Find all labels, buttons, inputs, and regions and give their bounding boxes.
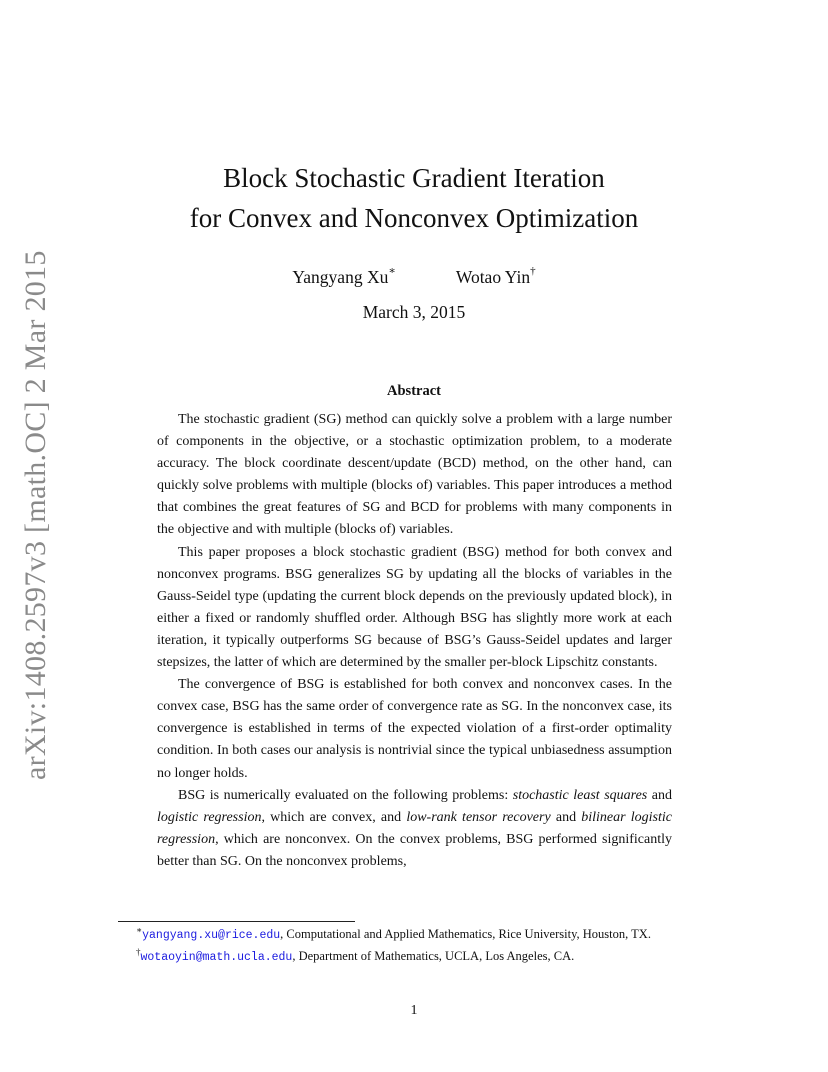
author-name: Yangyang Xu [292,266,389,287]
problem-name: low-rank tensor recovery [406,809,551,825]
author-list [100,261,728,289]
email-link[interactable]: wotaoyin@math.ucla.edu [140,951,293,964]
abstract-paragraph [157,785,672,873]
arxiv-stamp: arXiv:1408.2597v3 [math.OC] 2 Mar 2015 [19,250,52,780]
problem-name: stochastic least squares [512,787,648,803]
abstract-heading: Abstract [387,383,441,399]
abstract-body [157,409,672,873]
text-run: , which are nonconvex. On the convex problems, BSG performed significantly better than SG. On the nonconvex problems, [157,831,672,869]
paper-date: March 3, 2015 [362,302,466,322]
footnote-mark: ∗ [136,925,143,935]
footnote-text: , Department of Mathematics, UCLA, Los Angeles, CA. [292,949,575,963]
author-yin [456,261,536,289]
text-run: BSG is numerically evaluated on the following problems: [178,787,513,803]
author-xu [292,261,395,289]
text-run: and [647,787,672,803]
paper-title [100,158,728,238]
footnote-rule [118,921,355,922]
footnote [118,946,712,968]
footnote-mark: † [136,947,141,957]
abstract-paragraph: The stochastic gradient (SG) method can quickly solve a problem with a large number of components in the objective, or a stochastic optimization problem, to a moderate accuracy. The block coordinate descent/update (BCD) method, on the other hand, can quickly solve problems with multiple (blocks of) variables. This paper introduces a method that combines the great features of SG and BCD for problems with many components in the objective and with multiple (blocks of) variables. [157,412,672,538]
email-link[interactable]: yangyang.xu@rice.edu [142,929,281,942]
text-run: and [550,809,582,825]
title-line-2: for Convex and Nonconvex Optimization [189,203,639,233]
abstract-paragraph: This paper proposes a block stochastic gradient (BSG) method for both convex and nonconvex programs. BSG generalizes SG by updating all the blocks of variables in the Gauss-Seidel type (updating the current block depends on the previously updated block), in either a fixed or randomly shuffled order. Although BSG has slightly more work at each iteration, it typically outperforms SG because of BSG’s Gauss-Seidel updates and larger stepsizes, the latter of which are determined by the smaller per-block Lipschitz constants. [157,544,672,671]
problem-name: logistic regression [157,809,262,825]
text-run: , which are convex, and [261,809,407,825]
abstract-paragraph: The convergence of BSG is established for both convex and nonconvex cases. In the convex case, BSG has the same order of convergence rate as SG. In the nonconvex case, its convergence is established in terms of the expected violation of a first-order optimality condition. In both cases our analysis is nontrivial since the typical unbiasedness assumption no longer holds. [157,677,672,781]
problem-name: bilinear logistic regression [157,809,672,847]
page-number: 1 [410,1003,418,1018]
footnotes [118,924,712,968]
author-footnote-mark: ∗ [388,265,396,277]
footnote-text: , Computational and Applied Mathematics, Rice University, Houston, TX. [280,927,651,941]
footnote [118,924,712,946]
title-line-1: Block Stochastic Gradient Iteration [223,163,605,193]
author-footnote-mark: † [530,265,536,277]
author-name: Wotao Yin [455,266,531,287]
